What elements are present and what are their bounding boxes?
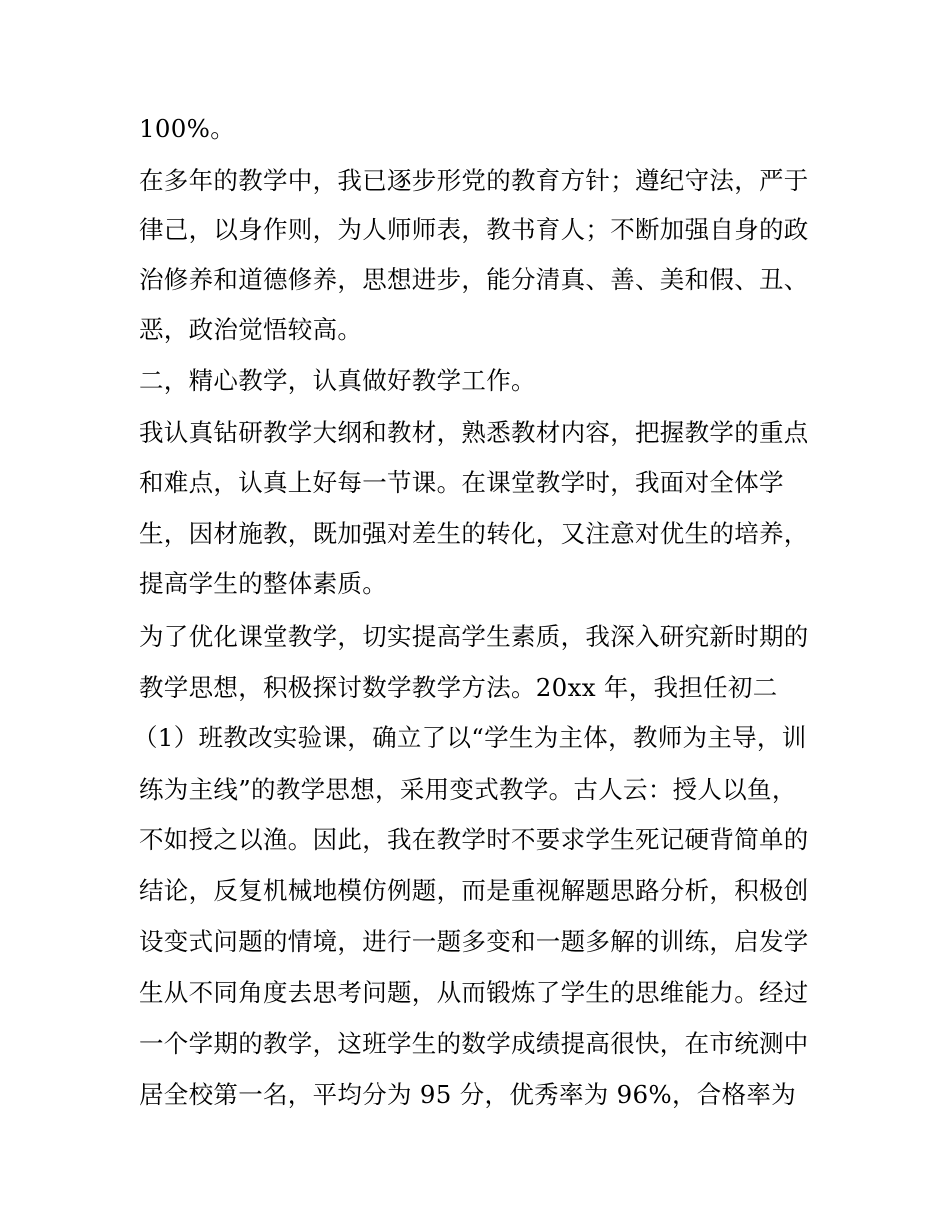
text-line: 和难点，认真上好每一节课。在课堂教学时，我面对全体学 [139,468,784,497]
text-line: 不如授之以渔。因此，我在教学时不要求学生死记硬背简单的 [139,825,809,854]
text-line: 律己，以身作则，为人师师表，教书育人；不断加强自身的政 [139,215,809,244]
text-line: 教学思想，积极探讨数学教学方法。20xx 年，我担任初二 [139,673,778,702]
text-line: 我认真钻研教学大纲和教材，熟悉教材内容，把握教学的重点 [139,418,809,447]
text-line: 提高学生的整体素质。 [139,569,387,598]
text-line: 100%。 [139,114,236,143]
text-line: 生，因材施教，既加强对差生的转化，又注意对优生的培养， [139,519,809,548]
text-line: 在多年的教学中，我已逐步形党的教育方针；遵纪守法，严于 [139,166,809,195]
text-line: 设变式问题的情境，进行一题多变和一题多解的训练，启发学 [139,927,809,956]
text-line: 结论，反复机械地模仿例题，而是重视解题思路分析，积极创 [139,876,809,905]
text-line: 恶，政治觉悟较高。 [139,315,363,344]
text-line: 练为主线”的教学思想，采用变式教学。古人云：授人以鱼， [139,775,797,804]
text-line: 一个学期的教学，这班学生的数学成绩提高很快，在市统测中 [139,1029,809,1058]
text-line: 治修养和道德修养，思想进步，能分清真、善、美和假、丑、 [139,265,809,294]
text-line: 为了优化课堂教学，切实提高学生素质，我深入研究新时期的 [139,622,809,651]
text-line: 居全校第一名，平均分为 95 分，优秀率为 96%，合格率为 [139,1080,796,1109]
section-heading: 二，精心教学，认真做好教学工作。 [139,366,536,395]
text-line: （1）班教改实验课，确立了以“学生为主体，教师为主导，训 [133,723,807,752]
text-line: 生从不同角度去思考问题，从而锻炼了学生的思维能力。经过 [139,978,809,1007]
